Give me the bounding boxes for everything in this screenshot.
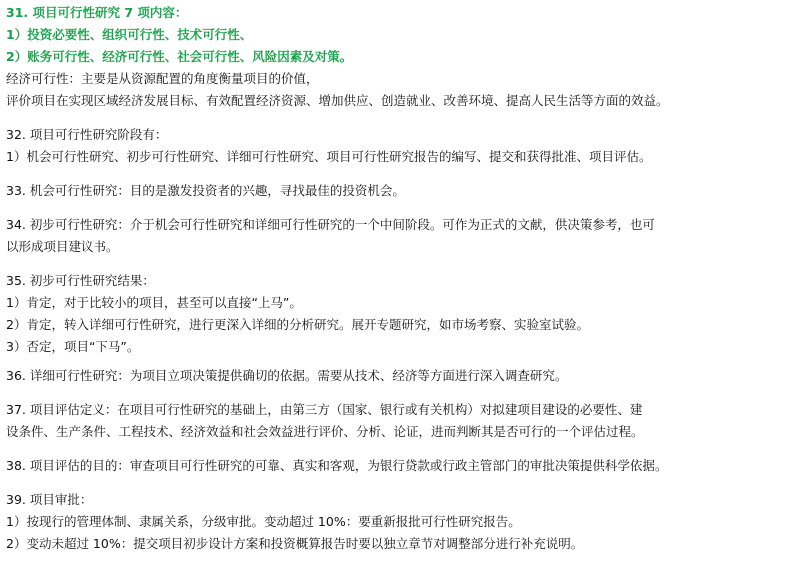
section-37-line-1: 37. 项目评估定义：在项目可行性研究的基础上，由第三方（国家、银行或有关机构）对拟建项目建设的必要性、建 bbox=[6, 402, 643, 417]
section-37-line-2: 设条件、生产条件、工程技术、经济效益和社会效益进行评价、分析、论证，进而判断其是否可行的一个评估过程。 bbox=[6, 424, 644, 439]
section-34-line-1: 34. 初步可行性研究：介于机会可行性研究和详细可行性研究的一个中间阶段。可作为正式的文献，供决策参考，也可 bbox=[6, 217, 655, 232]
section-33: 33. 机会可行性研究：目的是激发投资者的兴趣，寻找最佳的投资机会。 bbox=[6, 183, 405, 198]
section-39-title: 39. 项目审批： bbox=[6, 492, 93, 507]
section-31-item-1: 1）投资必要性、组织可行性、技术可行性、 bbox=[6, 27, 253, 42]
section-35-item-3: 3）否定，项目“下马”。 bbox=[6, 339, 140, 354]
spacer bbox=[6, 202, 785, 214]
section-31-economic-line-2: 评价项目在实现区域经济发展目标、有效配置经济资源、增加供应、创造就业、改善环境、提高人民生活等方面的效益。 bbox=[6, 93, 669, 108]
spacer bbox=[6, 112, 785, 124]
spacer bbox=[6, 387, 785, 399]
section-35-title: 35. 初步可行性研究结果： bbox=[6, 273, 155, 288]
section-31-economic-line-1: 经济可行性：主要是从资源配置的角度衡量项目的价值， bbox=[6, 71, 319, 86]
spacer bbox=[6, 443, 785, 455]
section-34-line-2: 以形成项目建议书。 bbox=[6, 239, 119, 254]
section-31-item-2: 2）账务可行性、经济可行性、社会可行性、风险因素及对策。 bbox=[6, 49, 353, 64]
section-38: 38. 项目评估的目的：审查项目可行性研究的可靠、真实和客观，为银行贷款或行政主管部门的审批决策提供科学依据。 bbox=[6, 458, 668, 473]
section-32-title: 32. 项目可行性研究阶段有： bbox=[6, 127, 168, 142]
section-31-title: 31. 项目可行性研究 7 项内容： bbox=[6, 5, 188, 20]
spacer bbox=[6, 168, 785, 180]
section-39-item-2: 2）变动未超过 10%：提交项目初步设计方案和投资概算报告时要以独立章节对调整部分进行补充说明。 bbox=[6, 536, 584, 551]
spacer bbox=[6, 477, 785, 489]
spacer bbox=[6, 358, 785, 365]
section-39-item-1: 1）按现行的管理体制、隶属关系，分级审批。变动超过 10%：要重新报批可行性研究报告。 bbox=[6, 514, 521, 529]
spacer bbox=[6, 258, 785, 270]
section-35-item-1: 1）肯定，对于比较小的项目，甚至可以直接“上马”。 bbox=[6, 295, 302, 310]
section-36: 36. 详细可行性研究：为项目立项决策提供确切的依据。需要从技术、经济等方面进行深入调查研究。 bbox=[6, 368, 568, 383]
section-35-item-2: 2）肯定，转入详细可行性研究，进行更深入详细的分析研究。展开专题研究，如市场考察、实验室试验。 bbox=[6, 317, 589, 332]
section-32-item-1: 1）机会可行性研究、初步可行性研究、详细可行性研究、项目可行性研究报告的编写、提交和获得批准、项目评估。 bbox=[6, 149, 652, 164]
